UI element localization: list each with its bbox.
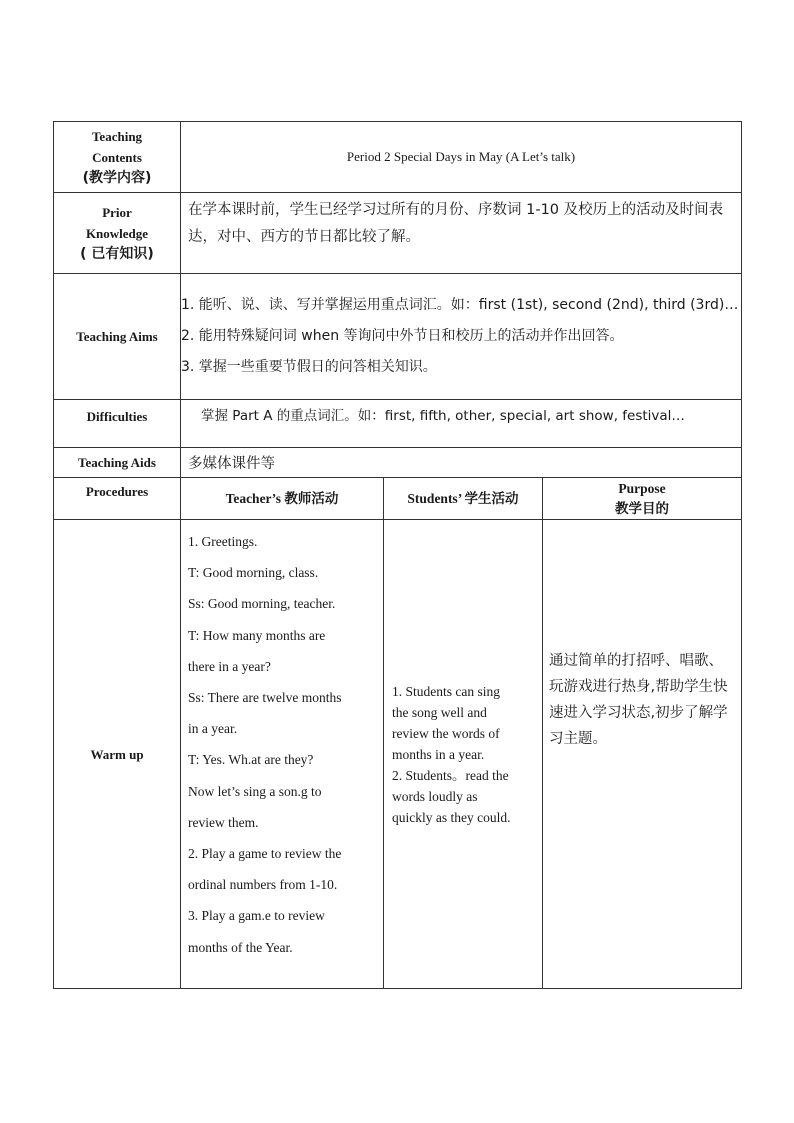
students-activity-header: Students’ 学生活动 bbox=[384, 478, 543, 520]
teacher-activity-header: Teacher’s 教师活动 bbox=[181, 478, 384, 520]
prior-knowledge-label bbox=[54, 193, 181, 274]
student-line: 2. Students。read the bbox=[392, 767, 509, 783]
row-teaching-contents bbox=[54, 122, 742, 193]
teacher-line: ordinal numbers from 1-10. bbox=[188, 877, 338, 893]
purpose-header-line2: 教学目的 bbox=[615, 500, 669, 516]
prior-knowledge-label-line3: ( 已有知识) bbox=[80, 245, 154, 262]
teaching-aids-label: Teaching Aids bbox=[54, 448, 181, 478]
teaching-contents-label-line3: (教学内容) bbox=[82, 169, 152, 186]
teaching-contents-value: Period 2 Special Days in May (A Let’s talk) bbox=[181, 122, 742, 193]
prior-knowledge-label-line2: Knowledge bbox=[85, 225, 149, 241]
teacher-line: T: Good morning, class. bbox=[188, 565, 319, 581]
teaching-aids-value: 多媒体课件等 bbox=[181, 448, 742, 478]
difficulties-label: Difficulties bbox=[54, 400, 181, 448]
teacher-line: there in a year? bbox=[188, 658, 271, 674]
teacher-line: in a year. bbox=[188, 721, 238, 737]
lesson-plan-table bbox=[53, 121, 742, 989]
teaching-aim-item-2: 2. 能用特殊疑问词 when 等询问中外节日和校历上的活动并作出回答。 bbox=[181, 328, 624, 344]
teacher-line: T: Yes. Wh.at are they? bbox=[188, 752, 314, 768]
difficulties-cell bbox=[181, 400, 742, 448]
teaching-aim-item-3: 3. 掌握一些重要节假日的问答相关知识。 bbox=[181, 359, 437, 375]
teacher-line: Ss: Good morning, teacher. bbox=[188, 596, 336, 612]
student-line: 1. Students can sing bbox=[392, 683, 500, 699]
warm-up-students-activity bbox=[384, 520, 543, 989]
prior-knowledge-label-line1: Prior bbox=[102, 204, 132, 220]
teaching-aims-cell bbox=[181, 274, 742, 400]
teacher-line: review them. bbox=[188, 814, 259, 830]
teaching-aims-label: Teaching Aims bbox=[54, 274, 181, 400]
teacher-line: 3. Play a gam.e to review bbox=[188, 908, 325, 924]
prior-knowledge-cell bbox=[181, 193, 742, 274]
row-warm-up bbox=[54, 520, 742, 989]
purpose-header-line1: Purpose bbox=[618, 480, 666, 496]
row-difficulties bbox=[54, 400, 742, 448]
teacher-line: T: How many months are bbox=[188, 627, 326, 643]
teaching-contents-label-line2: Contents bbox=[92, 149, 142, 165]
teacher-line: Now let’s sing a son.g to bbox=[188, 783, 322, 799]
student-line: words loudly as bbox=[392, 788, 478, 804]
teaching-contents-label bbox=[54, 122, 181, 193]
warm-up-teacher-activity bbox=[181, 520, 384, 989]
warm-up-label: Warm up bbox=[54, 520, 181, 989]
row-prior-knowledge bbox=[54, 193, 742, 274]
student-line: the song well and bbox=[392, 704, 487, 720]
row-procedures-header bbox=[54, 478, 742, 520]
teacher-line: Ss: There are twelve months bbox=[188, 690, 342, 706]
student-line: review the words of bbox=[392, 725, 500, 741]
difficulties-value: 掌握 Part A 的重点词汇。如：first, fifth, other, special, art show, festival… bbox=[201, 408, 685, 424]
student-line: months in a year. bbox=[392, 746, 485, 762]
row-teaching-aids bbox=[54, 448, 742, 478]
teaching-contents-label-line1: Teaching bbox=[91, 128, 143, 144]
row-teaching-aims bbox=[54, 274, 742, 400]
prior-knowledge-value: 在学本课时前，学生已经学习过所有的月份、序数词 1-10 及校历上的活动及时间表达，对中、西方的节日都比较了解。 bbox=[188, 202, 724, 245]
teacher-line: 2. Play a game to review the bbox=[188, 846, 342, 862]
procedures-label: Procedures bbox=[54, 478, 181, 520]
warm-up-purpose: 通过简单的打招呼、唱歌、玩游戏进行热身,帮助学生快速进入学习状态,初步了解学习主题。 bbox=[543, 520, 742, 989]
purpose-header bbox=[543, 478, 742, 520]
teaching-aim-item-1: 1. 能听、说、读、写并掌握运用重点词汇。如：first (1st), second (2nd), third (3rd)… bbox=[181, 297, 739, 313]
student-line: quickly as they could. bbox=[392, 809, 511, 825]
teacher-line: months of the Year. bbox=[188, 939, 293, 955]
teacher-line: 1. Greetings. bbox=[188, 534, 258, 549]
